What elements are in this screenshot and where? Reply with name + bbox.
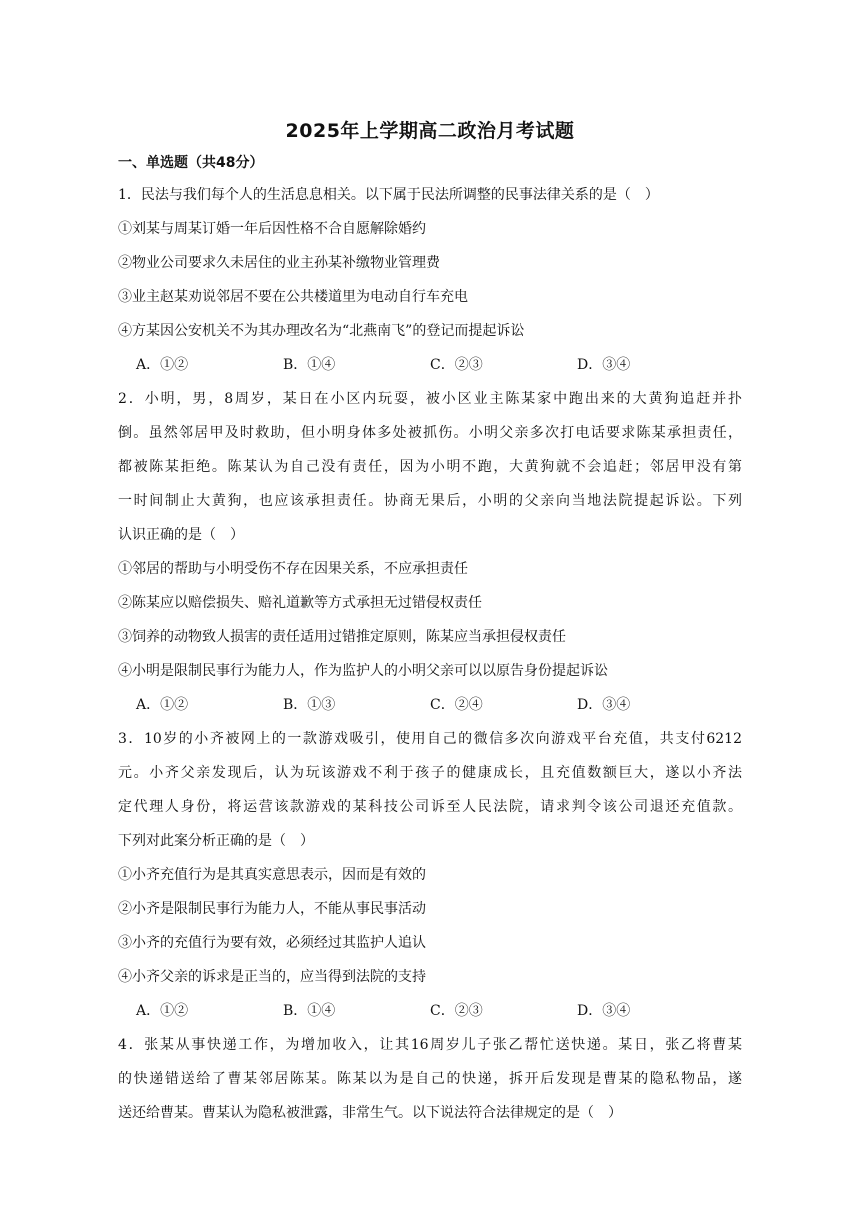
statement-item: ①刘某与周某订婚一年后因性格不合自愿解除婚约 bbox=[118, 221, 426, 237]
question-stem-line: 送还给曹某。曹某认为隐私被泄露，非常生气。以下说法符合法律规定的是（ ） bbox=[118, 1105, 622, 1121]
answer-option-b[interactable]: B．①④ bbox=[283, 357, 336, 373]
question-stem-line: 认识正确的是（ ） bbox=[118, 527, 244, 543]
question-2 bbox=[118, 382, 742, 722]
answer-option-b[interactable]: B．①④ bbox=[283, 1003, 336, 1019]
statement-item: ②陈某应以赔偿损失、赔礼道歉等方式承担无过错侵权责任 bbox=[118, 595, 482, 611]
question-stem-line: 1．民法与我们每个人的生活息息相关。以下属于民法所调整的民事法律关系的是（ ） bbox=[118, 187, 659, 203]
statement-item: ④小齐父亲的诉求是正当的，应当得到法院的支持 bbox=[118, 969, 426, 985]
statement-item: ④方某因公安机关不为其办理改名为“北燕南飞”的登记而提起诉讼 bbox=[118, 323, 525, 339]
answer-options bbox=[118, 994, 742, 1028]
answer-options bbox=[118, 688, 742, 722]
statement-item: ②小齐是限制民事行为能力人，不能从事民事活动 bbox=[118, 901, 426, 917]
question-stem-line: 都被陈某拒绝。陈某认为自己没有责任，因为小明不跑，大黄狗就不会追赶；邻居甲没有第 bbox=[118, 459, 742, 475]
question-stem-line: 2．小明，男，8周岁，某日在小区内玩耍，被小区业主陈某家中跑出来的大黄狗追赶并扑 bbox=[118, 391, 742, 407]
answer-option-a[interactable]: A．①② bbox=[136, 697, 189, 713]
statement-item: ③业主赵某劝说邻居不要在公共楼道里为电动自行车充电 bbox=[118, 289, 468, 305]
question-3 bbox=[118, 722, 742, 1028]
question-list bbox=[118, 178, 742, 1130]
statement-item: ②物业公司要求久未居住的业主孙某补缴物业管理费 bbox=[118, 255, 440, 271]
question-stem-line: 元。小齐父亲发现后，认为玩该游戏不利于孩子的健康成长，且充值数额巨大，遂以小齐法 bbox=[118, 765, 742, 781]
statement-item: ①邻居的帮助与小明受伤不存在因果关系，不应承担责任 bbox=[118, 561, 468, 577]
answer-option-d[interactable]: D．③④ bbox=[577, 697, 631, 713]
statement-item: ③小齐的充值行为要有效，必须经过其监护人追认 bbox=[118, 935, 426, 951]
section-heading: 一、单选题（共48分） bbox=[118, 155, 264, 171]
answer-option-a[interactable]: A．①② bbox=[136, 1003, 189, 1019]
question-stem-line: 下列对此案分析正确的是（ ） bbox=[118, 833, 314, 849]
question-stem-line: 倒。虽然邻居甲及时救助，但小明身体多处被抓伤。小明父亲多次打电话要求陈某承担责任， bbox=[118, 425, 742, 441]
page-title: 2025年上学期高二政治月考试题 bbox=[285, 120, 575, 142]
question-4 bbox=[118, 1028, 742, 1130]
statement-item: ①小齐充值行为是其真实意思表示，因而是有效的 bbox=[118, 867, 426, 883]
question-stem-line: 一时间制止大黄狗，也应该承担责任。协商无果后，小明的父亲向当地法院提起诉讼。下列 bbox=[118, 493, 742, 509]
answer-option-c[interactable]: C．②④ bbox=[430, 697, 483, 713]
question-1 bbox=[118, 178, 742, 382]
answer-option-d[interactable]: D．③④ bbox=[577, 1003, 631, 1019]
answer-option-a[interactable]: A．①② bbox=[136, 357, 189, 373]
answer-option-c[interactable]: C．②③ bbox=[430, 1003, 483, 1019]
answer-options bbox=[118, 348, 742, 382]
statement-item: ③饲养的动物致人损害的责任适用过错推定原则，陈某应当承担侵权责任 bbox=[118, 629, 566, 645]
answer-option-d[interactable]: D．③④ bbox=[577, 357, 631, 373]
statement-item: ④小明是限制民事行为能力人，作为监护人的小明父亲可以以原告身份提起诉讼 bbox=[118, 663, 608, 679]
question-stem-line: 定代理人身份，将运营该款游戏的某科技公司诉至人民法院，请求判令该公司退还充值款。 bbox=[118, 799, 742, 815]
answer-option-b[interactable]: B．①③ bbox=[283, 697, 336, 713]
answer-option-c[interactable]: C．②③ bbox=[430, 357, 483, 373]
question-stem-line: 的快递错送给了曹某邻居陈某。陈某以为是自己的快递，拆开后发现是曹某的隐私物品，遂 bbox=[118, 1071, 742, 1087]
question-stem-line: 3．10岁的小齐被网上的一款游戏吸引，使用自己的微信多次向游戏平台充值，共支付6212 bbox=[118, 731, 742, 747]
question-stem-line: 4．张某从事快递工作，为增加收入，让其16周岁儿子张乙帮忙送快递。某日，张乙将曹某 bbox=[118, 1037, 742, 1053]
